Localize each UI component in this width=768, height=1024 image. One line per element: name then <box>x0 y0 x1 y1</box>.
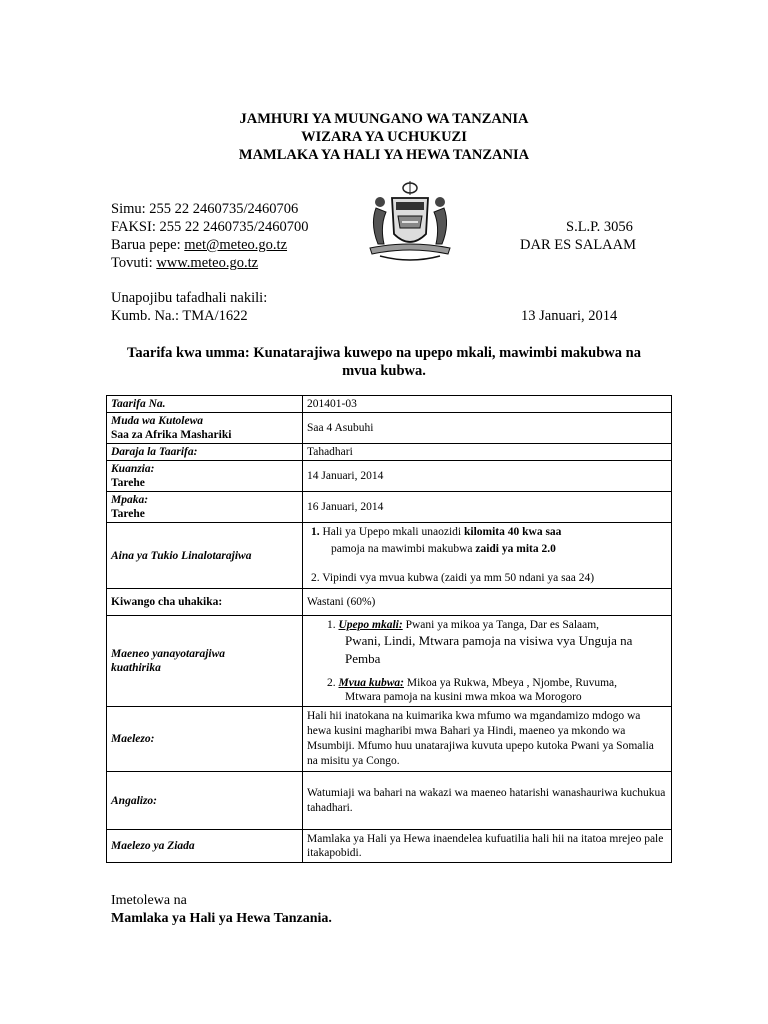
list-text: Pwani ya mikoa ya Tanga, Dar es Salaam, <box>402 619 600 631</box>
row-value: 201401-03 <box>303 396 672 413</box>
row-label: Angalizo: <box>107 772 303 830</box>
issued-by: Imetolewa na <box>111 893 187 908</box>
notice-table <box>106 395 672 863</box>
row-label: Daraja la Taarifa: <box>107 444 303 461</box>
list-text: Vipindi vya mvua kubwa (zaidi ya mm 50 ndani ya saa 24) <box>322 572 595 584</box>
list-item <box>307 676 667 690</box>
city: DAR ES SALAAM <box>520 237 637 253</box>
row-label-line: kuathirika <box>111 662 161 674</box>
table-row <box>107 707 672 772</box>
list-text-bold: kilomita 40 kwa saa <box>463 526 562 538</box>
list-item-continuation: Pwani, Lindi, Mtwara pamoja na visiwa vya Unguja na <box>345 633 633 648</box>
notice-title: Taarifa kwa umma: Kunatarajiwa kuwepo na upepo mkali, mawimbi makubwa na mvua kubwa. <box>127 345 641 379</box>
row-label: Aina ya Tukio Linalotarajiwa <box>107 523 303 589</box>
row-label <box>107 413 303 444</box>
row-label-line: Maeneo yanayotarajiwa <box>111 648 226 660</box>
coat-of-arms-emblem <box>362 178 458 264</box>
table-row <box>107 396 672 413</box>
header-line-3: MAMLAKA YA HALI YA HEWA TANZANIA <box>238 147 530 163</box>
table-row <box>107 589 672 616</box>
table-row <box>107 616 672 707</box>
list-item <box>307 524 667 541</box>
table-row <box>107 413 672 444</box>
email-link[interactable]: met@meteo.go.tz <box>184 237 288 253</box>
row-label: Maelezo: <box>107 707 303 772</box>
row-label-line: Tarehe <box>111 477 145 489</box>
row-label-line: Muda wa Kutolewa <box>111 415 204 427</box>
document-date: 13 Januari, 2014 <box>521 308 618 324</box>
row-label: Taarifa Na. <box>107 396 303 413</box>
list-text: Mikoa ya Rukwa, Mbeya , Njombe, Ruvuma, <box>404 677 618 689</box>
list-number: 1. <box>327 619 336 631</box>
list-label: Upepo mkali: <box>338 619 403 631</box>
list-number: 1. <box>311 526 320 538</box>
po-box: S.L.P. 3056 <box>566 219 633 235</box>
table-row <box>107 772 672 830</box>
row-label <box>107 461 303 492</box>
phone-line: Simu: 255 22 2460735/2460706 <box>111 201 299 217</box>
row-label: Kiwango cha uhakika: <box>107 589 303 616</box>
list-item-continuation: Mtwara pamoja na kusini mwa mkoa wa Morogoro <box>345 691 582 703</box>
row-label: Maelezo ya Ziada <box>107 830 303 863</box>
row-label <box>107 492 303 523</box>
row-value: 16 Januari, 2014 <box>303 492 672 523</box>
reply-note: Unapojibu tafadhali nakili: <box>111 290 268 306</box>
table-row <box>107 444 672 461</box>
list-item <box>307 570 667 587</box>
row-value: Saa 4 Asubuhi <box>303 413 672 444</box>
list-item-continuation: Pemba <box>345 651 381 666</box>
row-value: 14 Januari, 2014 <box>303 461 672 492</box>
list-number: 2. <box>327 677 336 689</box>
table-row <box>107 830 672 863</box>
table-row <box>107 492 672 523</box>
row-value: Hali hii inatokana na kuimarika kwa mfumo wa mgandamizo mdogo wa hewa kusini magharibi mwa Bahari ya Hindi, maeneo ya mkondo wa Msumbiji. Mfumo huu unatarajiwa kuvuta upepo kutoka Pwani ya Somalia na misitu ya Congo. <box>303 707 672 772</box>
row-value: Mamlaka ya Hali ya Hewa inaendelea kufuatilia hali hii na itatoa mrejeo pale itakapobidi. <box>303 830 672 863</box>
list-text: pamoja na mawimbi makubwa <box>331 543 476 555</box>
email-line <box>111 237 287 254</box>
reference-number: Kumb. Na.: TMA/1622 <box>111 308 248 324</box>
list-text: Hali ya Upepo mkali unaozidi <box>322 526 464 538</box>
affected-areas-list <box>303 616 672 707</box>
row-value: Wastani (60%) <box>303 589 672 616</box>
email-label: Barua pepe: <box>111 237 185 253</box>
header-line-2: WIZARA YA UCHUKUZI <box>301 129 467 145</box>
issuing-organization: Mamlaka ya Hali ya Hewa Tanzania. <box>111 911 332 926</box>
list-text-bold: zaidi ya mita 2.0 <box>475 543 556 555</box>
table-row <box>107 461 672 492</box>
event-type-list <box>303 523 672 589</box>
table-row <box>107 523 672 589</box>
row-label-line: Saa za Afrika Mashariki <box>111 429 232 441</box>
row-label-line: Mpaka: <box>111 494 149 506</box>
row-value: Tahadhari <box>303 444 672 461</box>
row-value: Watumiaji wa bahari na wakazi wa maeneo hatarishi wanashauriwa kuchukua tahadhari. <box>303 772 672 830</box>
row-label <box>107 616 303 707</box>
list-number: 2. <box>311 572 320 584</box>
header-line-1: JAMHURI YA MUUNGANO WA TANZANIA <box>239 111 529 127</box>
list-item-continuation <box>307 541 667 558</box>
website-label: Tovuti: <box>111 255 157 271</box>
website-link[interactable]: www.meteo.go.tz <box>156 255 259 271</box>
list-label: Mvua kubwa: <box>338 677 404 689</box>
row-label-line: Tarehe <box>111 508 145 520</box>
fax-line: FAKSI: 255 22 2460735/2460700 <box>111 219 309 235</box>
list-item <box>307 618 667 632</box>
row-label-line: Kuanzia: <box>111 463 155 475</box>
website-line <box>111 255 258 272</box>
